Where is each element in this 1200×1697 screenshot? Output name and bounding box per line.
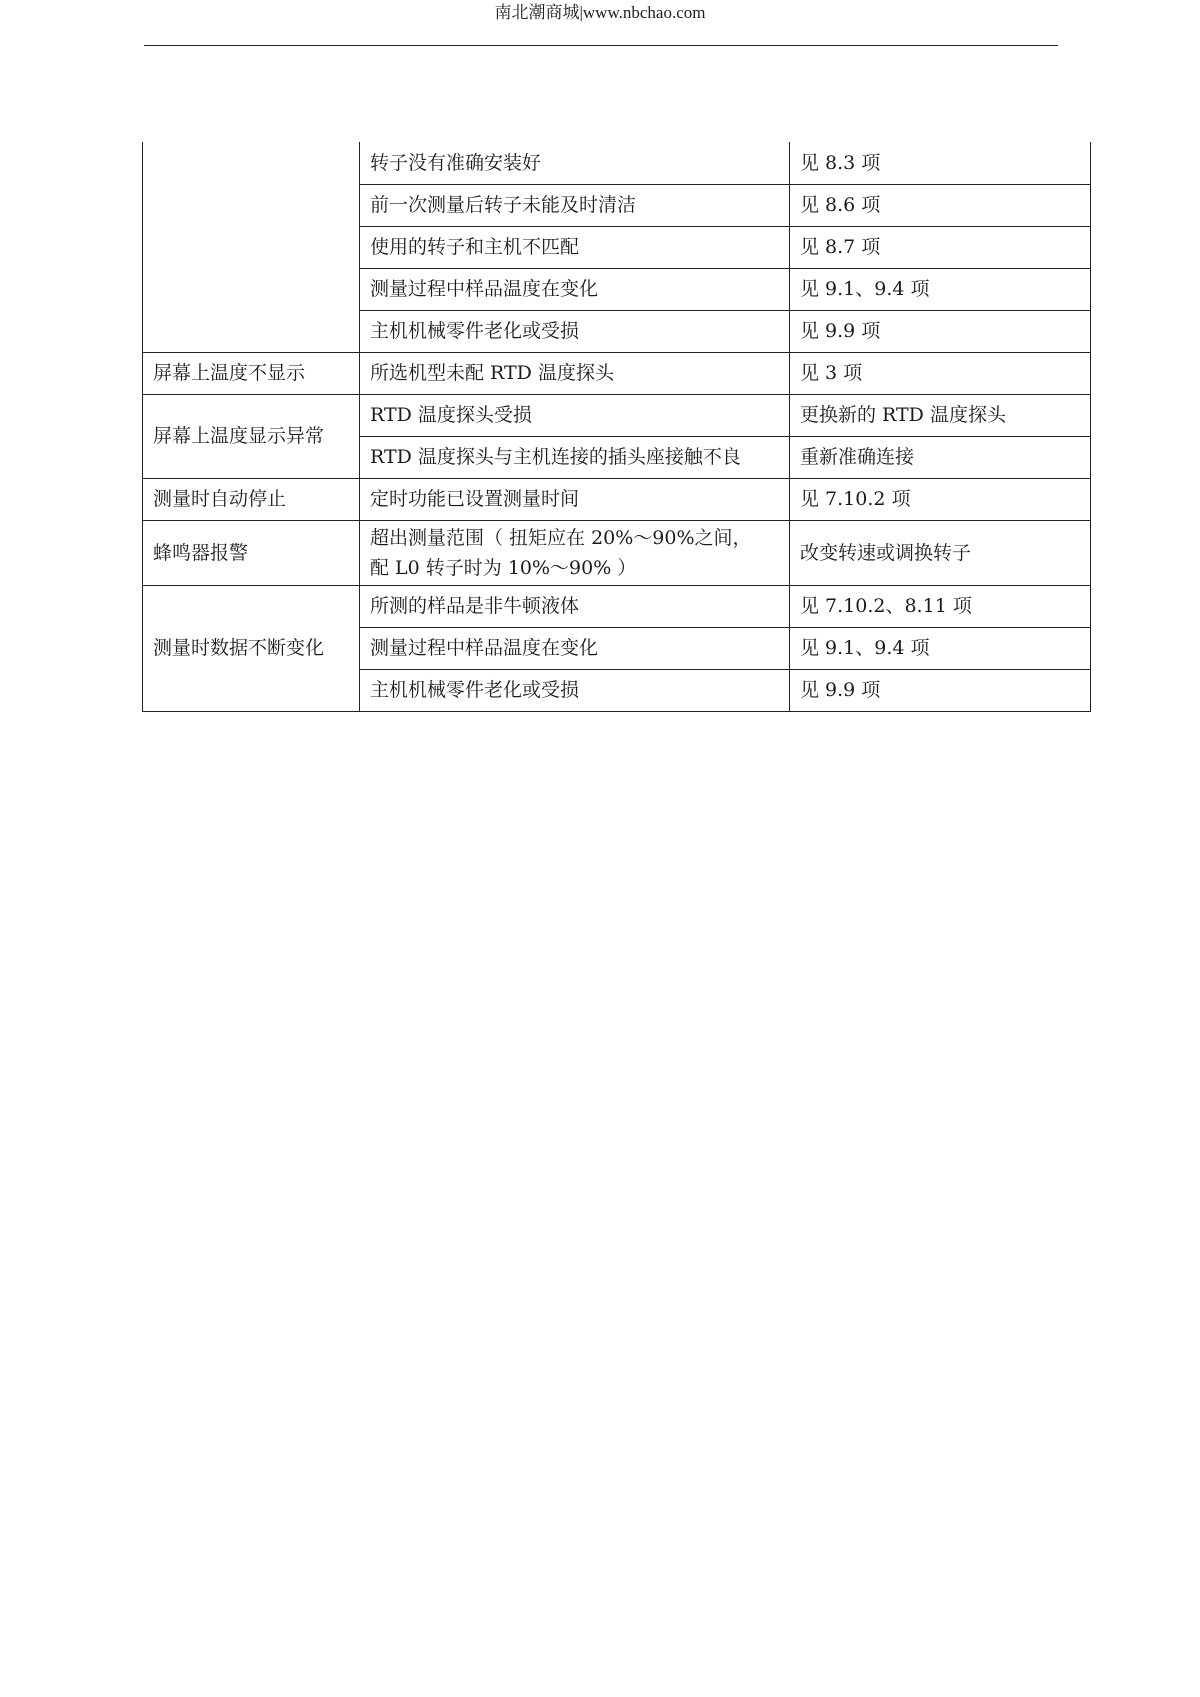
- symptom-cell: 蜂鸣器报警: [143, 520, 360, 585]
- remedy-cell: 见 9.9 项: [790, 310, 1091, 352]
- remedy-cell: 见 9.1、9.4 项: [790, 627, 1091, 669]
- symptom-cell-continued: [143, 142, 360, 352]
- cause-cell: 测量过程中样品温度在变化: [360, 627, 790, 669]
- cause-cell: 主机机械零件老化或受损: [360, 310, 790, 352]
- page-header: 南北潮商城|www.nbchao.com: [494, 3, 706, 22]
- cause-line: 超出测量范围（ 扭矩应在 20%～90%之间，: [370, 526, 752, 549]
- remedy-cell: 见 7.10.2 项: [790, 478, 1091, 520]
- cause-cell: [360, 520, 790, 585]
- table-row: [143, 520, 1091, 585]
- cause-cell: 定时功能已设置测量时间: [360, 478, 790, 520]
- table-row: [143, 478, 1091, 520]
- cause-cell: RTD 温度探头与主机连接的插头座接触不良: [360, 436, 790, 478]
- remedy-cell: 重新准确连接: [790, 436, 1091, 478]
- remedy-cell: 见 9.9 项: [790, 669, 1091, 711]
- cause-cell: 转子没有准确安装好: [360, 142, 790, 184]
- cause-line: 配 L0 转子时为 10%～90% ）: [370, 556, 637, 579]
- remedy-cell: 见 3 项: [790, 352, 1091, 394]
- cause-cell: 使用的转子和主机不匹配: [360, 226, 790, 268]
- symptom-cell: 测量时数据不断变化: [143, 585, 360, 711]
- remedy-cell: 见 7.10.2、8.11 项: [790, 585, 1091, 627]
- cause-cell: 所测的样品是非牛顿液体: [360, 585, 790, 627]
- symptom-cell: 测量时自动停止: [143, 478, 360, 520]
- cause-cell: 主机机械零件老化或受损: [360, 669, 790, 711]
- symptom-cell: 屏幕上温度显示异常: [143, 394, 360, 478]
- table-row: [143, 142, 1091, 184]
- header-rule: [144, 45, 1058, 46]
- table-row: [143, 352, 1091, 394]
- table-row: [143, 394, 1091, 436]
- remedy-cell: 改变转速或调换转子: [790, 520, 1091, 585]
- cause-cell: 所选机型未配 RTD 温度探头: [360, 352, 790, 394]
- remedy-cell: 见 9.1、9.4 项: [790, 268, 1091, 310]
- troubleshooting-table: [142, 142, 1091, 712]
- remedy-cell: 见 8.7 项: [790, 226, 1091, 268]
- symptom-cell: 屏幕上温度不显示: [143, 352, 360, 394]
- remedy-cell: 更换新的 RTD 温度探头: [790, 394, 1091, 436]
- cause-cell: 测量过程中样品温度在变化: [360, 268, 790, 310]
- table-row: [143, 585, 1091, 627]
- remedy-cell: 见 8.3 项: [790, 142, 1091, 184]
- cause-cell: RTD 温度探头受损: [360, 394, 790, 436]
- remedy-cell: 见 8.6 项: [790, 184, 1091, 226]
- cause-cell: 前一次测量后转子未能及时清洁: [360, 184, 790, 226]
